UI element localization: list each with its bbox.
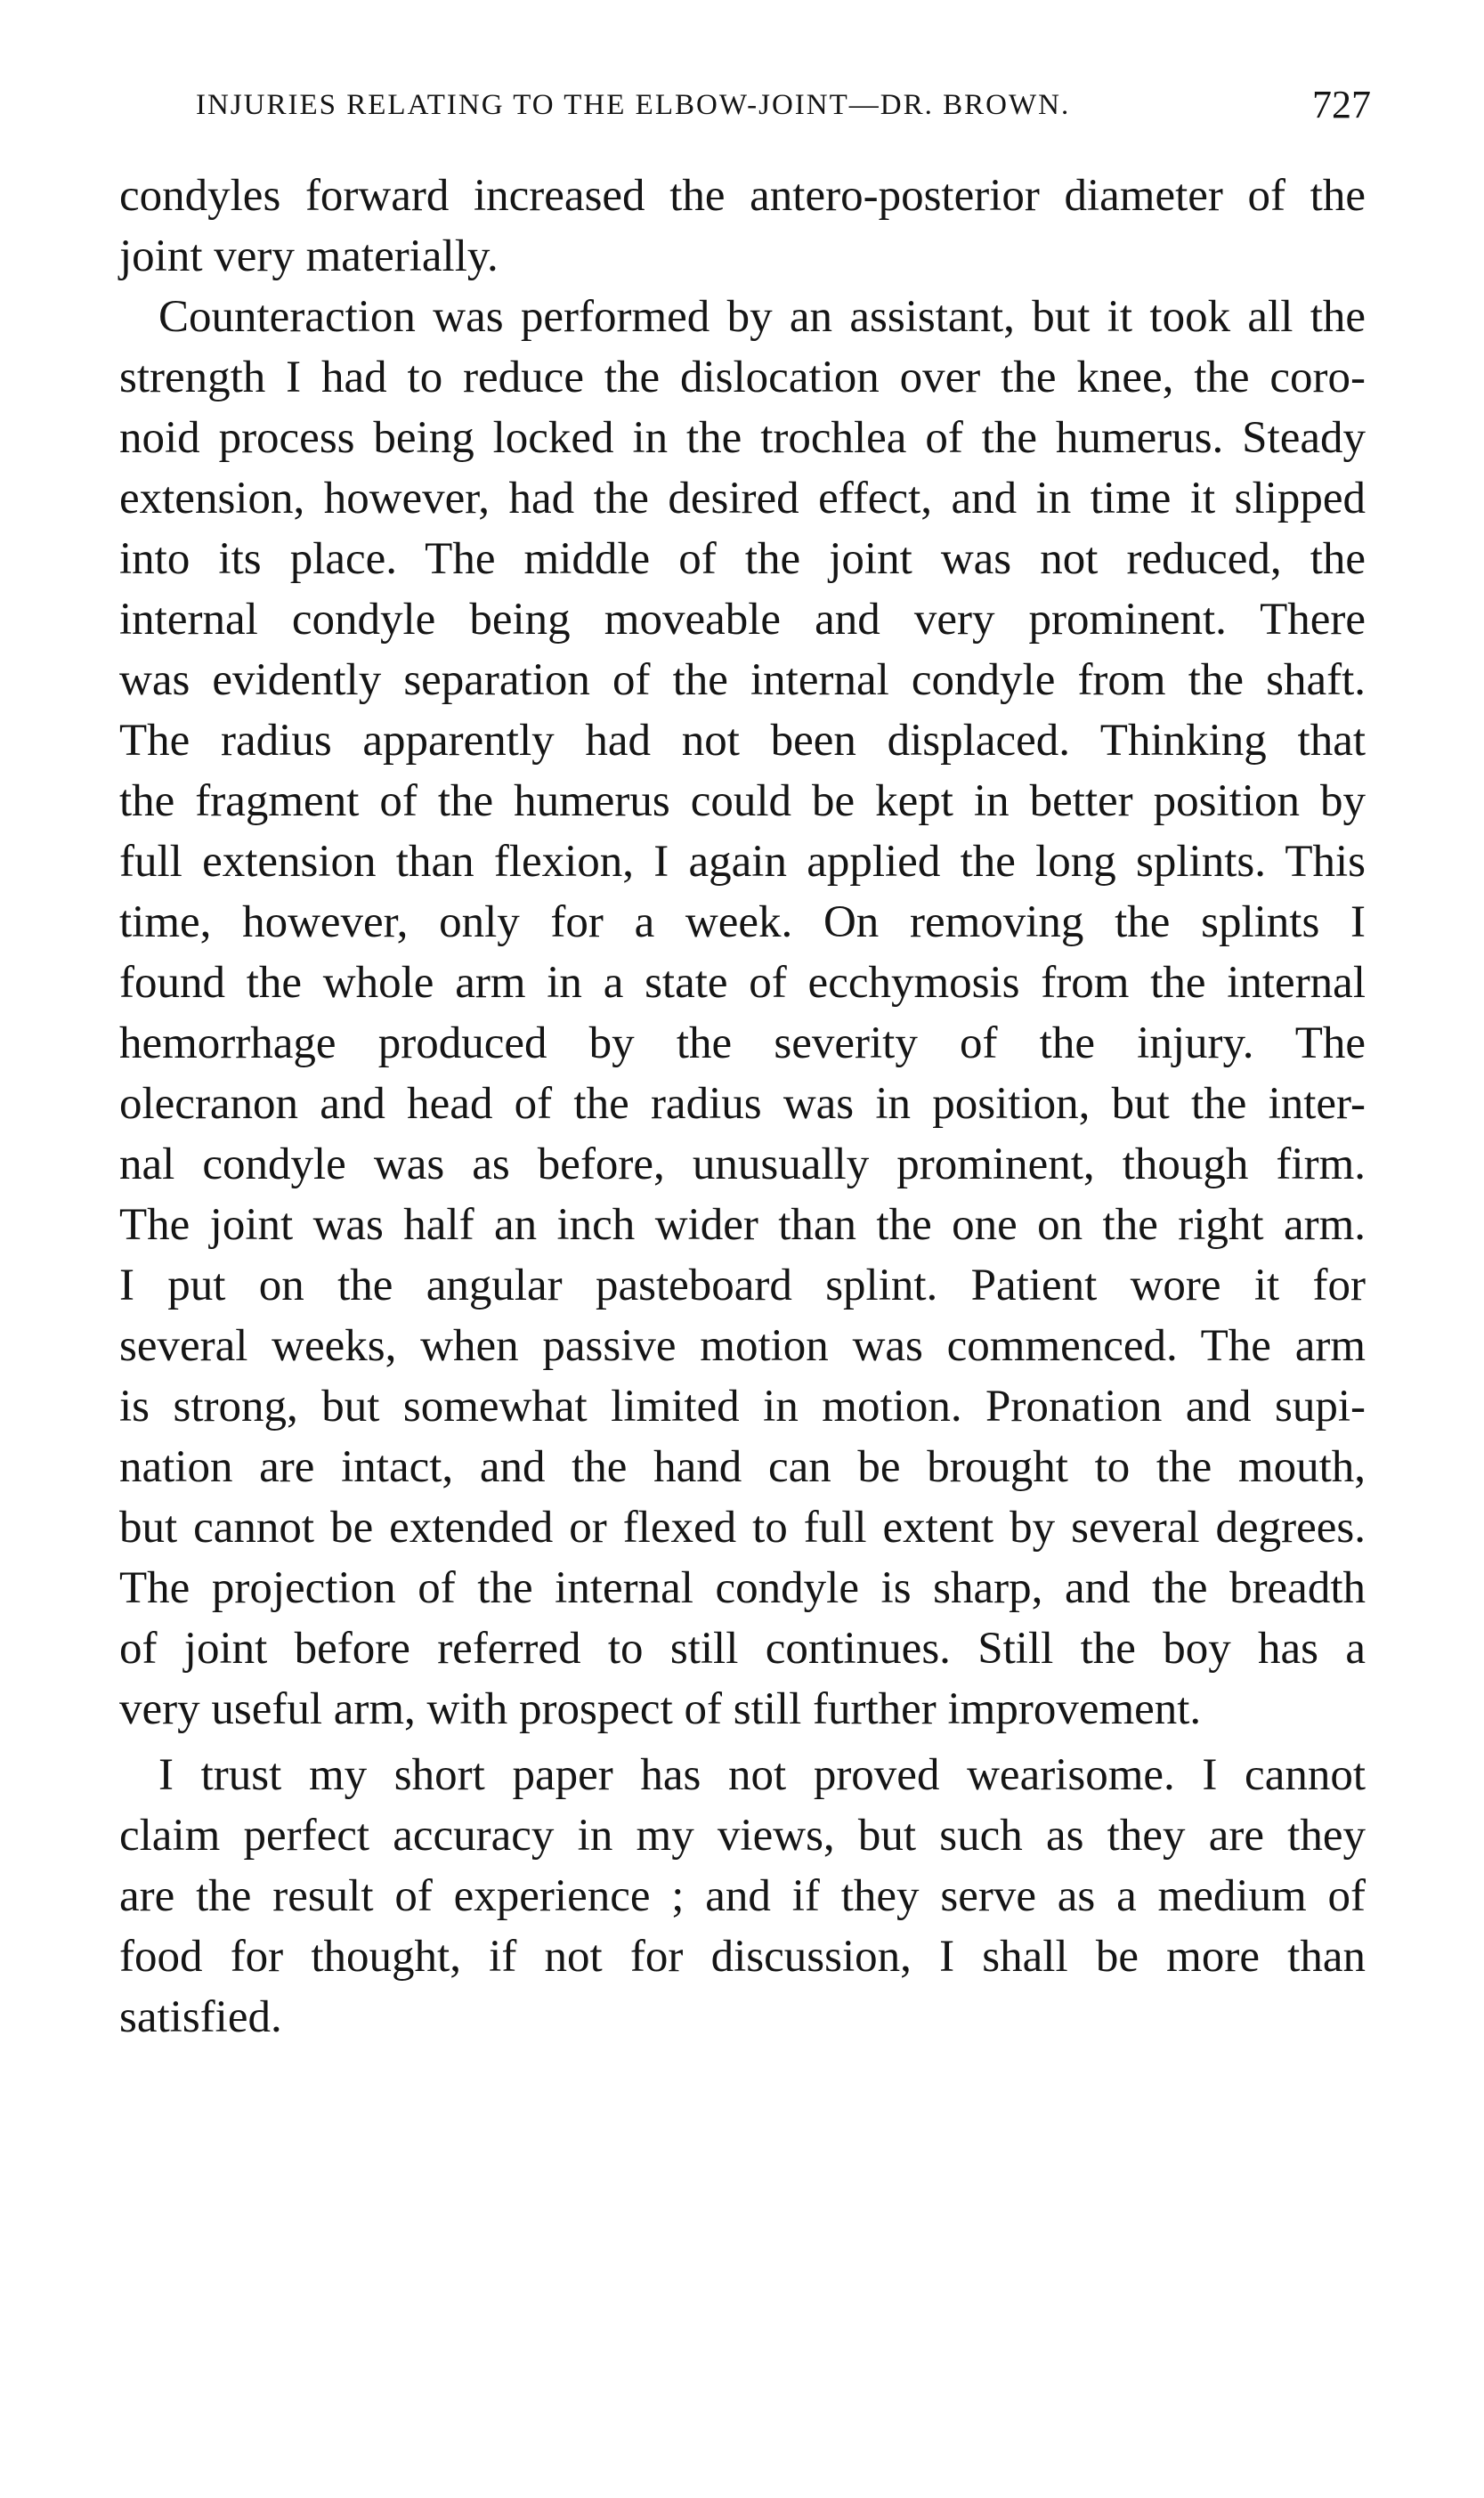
text-line: The joint was half an inch wider than the one on the right arm. (119, 1200, 1366, 1250)
text-line: strength I had to reduce the dislocation over the knee, the coro- (119, 353, 1366, 402)
text-line: noid process being locked in the trochlea of the humerus. Steady (119, 413, 1366, 463)
running-head (125, 82, 1371, 135)
paragraph-1 (119, 166, 1366, 287)
text-line: The projection of the internal condyle is sharp, and the breadth (119, 1563, 1366, 1613)
text-line: extension, however, had the desired effect, and in time it slipped (119, 474, 1366, 523)
text-line: Counteraction was performed by an assistant, but it took all the (158, 292, 1366, 342)
text-line: found the whole arm in a state of ecchymosis from the internal (119, 958, 1366, 1008)
text-line: claim perfect accuracy in my views, but such as they are they (119, 1811, 1366, 1861)
text-line: into its place. The middle of the joint was not reduced, the (119, 534, 1366, 584)
text-line: satisfied. (119, 1992, 282, 2042)
text-line: full extension than flexion, I again applied the long splints. This (119, 837, 1366, 887)
text-line: of joint before referred to still continues. Still the boy has a (119, 1624, 1366, 1674)
running-title: INJURIES RELATING TO THE ELBOW-JOINT—DR. BROWN. (196, 89, 1071, 121)
body-text (119, 166, 1366, 2048)
paragraph-3 (119, 1745, 1366, 2048)
text-line: internal condyle being moveable and very prominent. There (119, 595, 1366, 645)
text-line: nal condyle was as before, unusually prominent, though firm. (119, 1140, 1366, 1189)
text-line: hemorrhage produced by the severity of the injury. The (119, 1018, 1366, 1068)
text-line: food for thought, if not for discussion, I shall be more than (119, 1932, 1366, 1982)
text-line: are the result of experience ; and if they serve as a medium of (119, 1871, 1366, 1921)
text-line: was evidently separation of the internal condyle from the shaft. (119, 655, 1366, 705)
page-number: 727 (1312, 83, 1371, 126)
text-line: is strong, but somewhat limited in motion. Pronation and supi- (119, 1382, 1366, 1431)
text-line: nation are intact, and the hand can be brought to the mouth, (119, 1442, 1366, 1492)
text-line: time, however, only for a week. On removing the splints I (119, 897, 1366, 947)
text-line: I trust my short paper has not proved wearisome. I cannot (158, 1750, 1366, 1800)
text-line: joint very materially. (119, 231, 499, 281)
text-line: very useful arm, with prospect of still further improvement. (119, 1684, 1202, 1734)
text-line: the fragment of the humerus could be kept in better position by (119, 776, 1366, 826)
text-line: olecranon and head of the radius was in position, but the inter- (119, 1079, 1366, 1129)
text-line: several weeks, when passive motion was commenced. The arm (119, 1321, 1366, 1371)
text-line: condyles forward increased the antero-posterior diameter of the (119, 171, 1366, 221)
text-line: but cannot be extended or flexed to full extent by several degrees. (119, 1503, 1366, 1553)
text-line: I put on the angular pasteboard splint. Patient wore it for (119, 1261, 1366, 1310)
paragraph-2 (119, 287, 1366, 1740)
text-line: The radius apparently had not been displaced. Thinking that (119, 716, 1366, 766)
